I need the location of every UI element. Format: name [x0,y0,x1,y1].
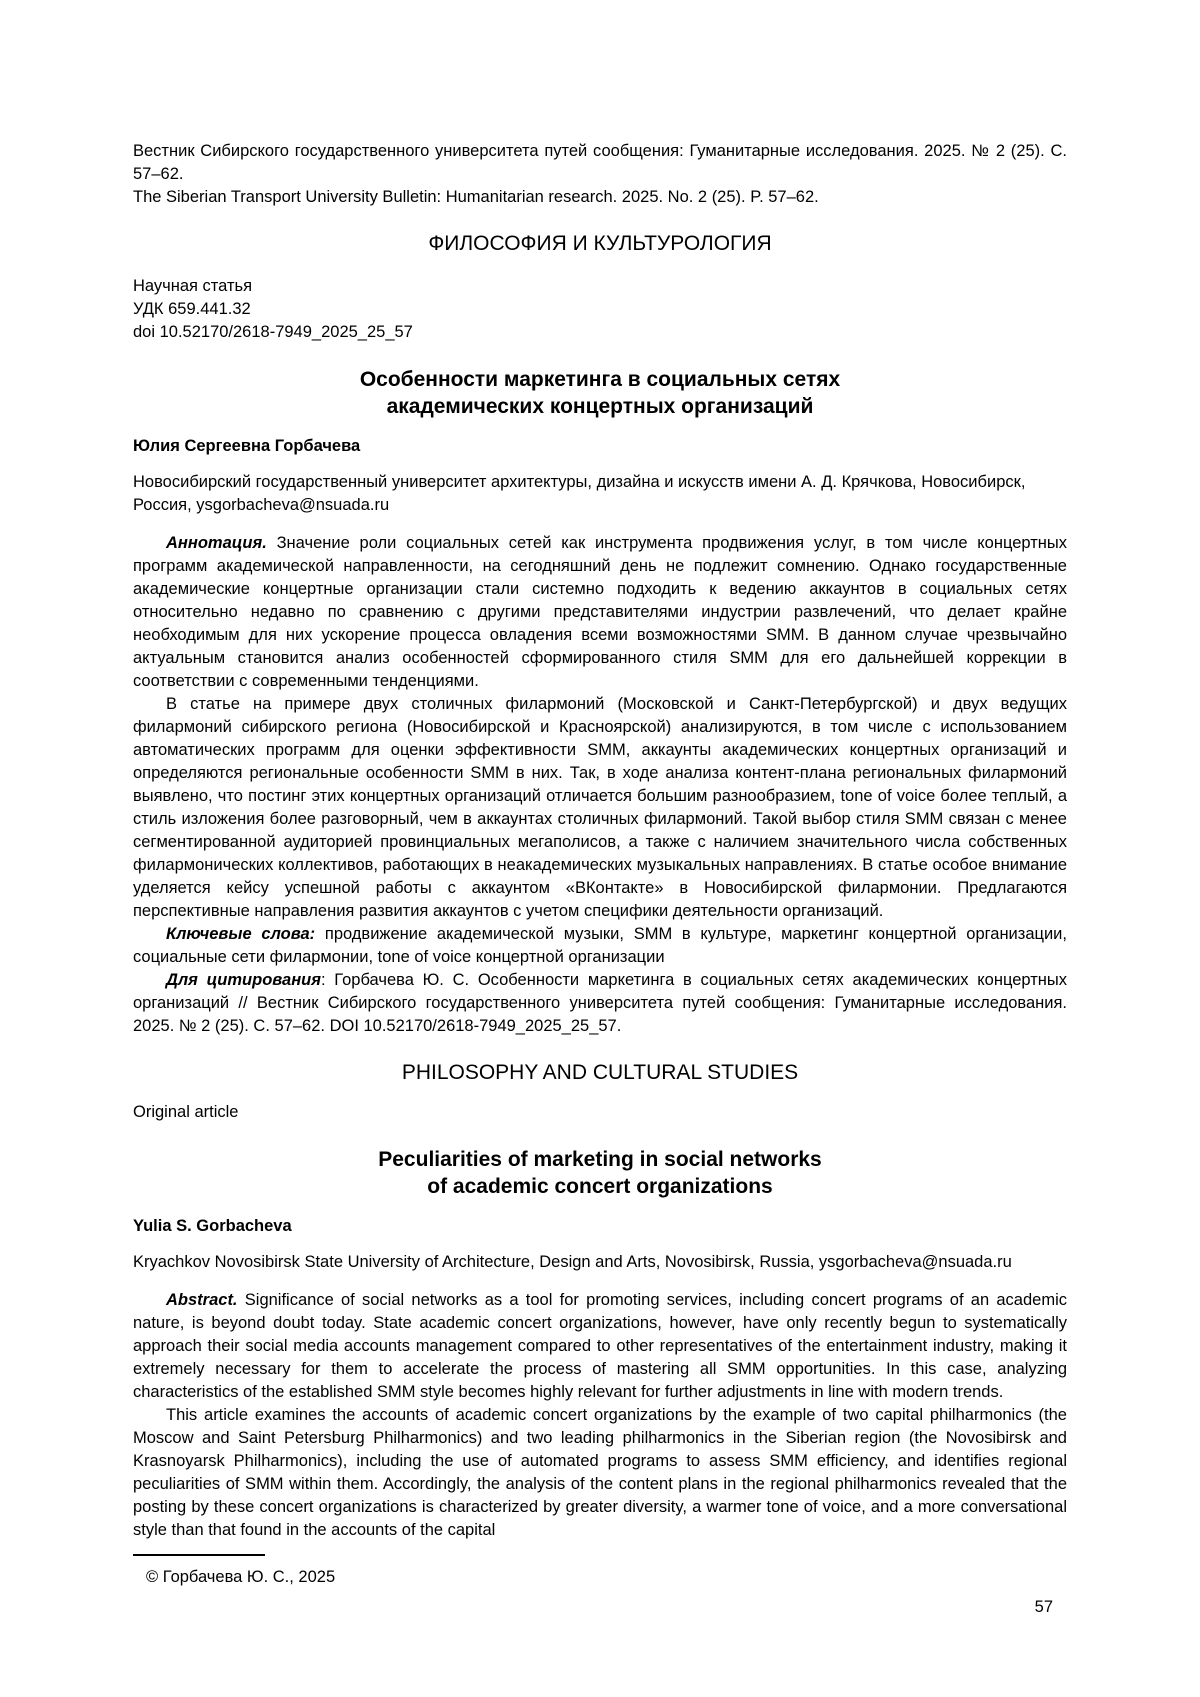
author-name-ru: Юлия Сергеевна Горбачева [133,437,361,455]
abstract-en-p2: This article examines the accounts of academic concert organizations by the example of two capital philharmonics (the Moscow and Saint Petersburg Philharmonics) and two leading philharmonics in the Siberian region (the Novosibirsk and Krasnoyarsk Philharmonics), including the use of automated programs to assess SMM efficiency, and identifies regional peculiarities of SMM within them. Accordingly, the analysis of the content plans in the regional philharmonics revealed that the posting by these concert organizations is characterized by greater diversity, a warmer tone of voice, and a more conversational style than that found in the accounts of the capital [133,1406,1067,1539]
article-type-en: Original article [133,1103,239,1121]
article-title-en [133,1146,1067,1200]
section-heading-ru: ФИЛОСОФИЯ И КУЛЬТУРОЛОГИЯ [428,232,772,255]
keywords-ru [133,923,1067,969]
journal-ref-en: The Siberian Transport University Bulletin: Humanitarian research. 2025. No. 2 (25). P. 57–62. [133,188,819,206]
affiliation-ru: Новосибирский государственный университет архитектуры, дизайна и искусств имени А. Д. Крячкова, Новосибирск, Россия, ysgorbacheva@nsuada.ru [133,473,1026,514]
page-number: 57 [1034,1598,1053,1616]
abstract-en-p1-text: Significance of social networks as a tool for promoting services, including concert programs of an academic nature, is beyond doubt today. State academic concert organizations, however, have only recently begun to systematically approach their social media accounts management compared to other representatives of the entertainment industry, making it extremely necessary for them to accelerate the process of mastering all SMM opportunities. In this case, analyzing characteristics of the established SMM style becomes highly relevant for further adjustments in line with modern trends. [133,1291,1067,1401]
abstract-label-ru: Аннотация. [166,534,267,552]
abstract-ru-p1 [133,532,1067,693]
keywords-ru-text: продвижение академической музыки, SMM в культуре, маркетинг концертной организации, социальные сети филармонии, tone of voice концертной организации [133,925,1067,966]
citation-label-ru: Для цитирования [166,971,321,989]
abstract-en-p1 [133,1289,1067,1404]
footnote [133,1554,1067,1589]
abstract-block-ru [133,532,1067,1038]
copyright-note: © Горбачева Ю. С., 2025 [146,1568,336,1586]
article-title-ru [133,366,1067,420]
affiliation-en: Kryachkov Novosibirsk State University of Architecture, Design and Arts, Novosibirsk, Russia, ysgorbacheva@nsuada.ru [133,1253,1012,1271]
section-heading-en: PHILOSOPHY AND CULTURAL STUDIES [401,1061,799,1084]
doi-line: doi 10.52170/2618-7949_2025_25_57 [133,323,413,341]
article-type-ru: Научная статья [133,277,253,295]
article-title-en-line1: Peculiarities of marketing in social networks [378,1148,822,1171]
citation-ru [133,969,1067,1038]
article-title-ru-line2: академических концертных организаций [386,395,814,418]
citation-ru-text: : Горбачева Ю. С. Особенности маркетинга в социальных сетях академических концертных организаций // Вестник Сибирского государственного университета путей сообщения: Гуманитарные исследования. 2025. № 2 (25). С. 57–62. DOI 10.52170/2618-7949_2025_25_57. [133,971,1068,1035]
journal-ref-ru: Вестник Сибирского государственного университета путей сообщения: Гуманитарные исследования. 2025. № 2 (25). С. 57–62. [133,142,1067,183]
abstract-ru-p2: В статье на примере двух столичных филармоний (Московской и Санкт-Петербургской) и двух ведущих филармоний сибирского региона (Новосибирской и Красноярской) анализируются, в том числе с использованием автоматических программ для оценки эффективности SMM, аккаунты академических концертных организаций и определяются региональные особенности SMM в них. Так, в ходе анализа контент-плана региональных филармоний выявлено, что постинг этих концертных организаций отличается большим разнообразием, tone of voice более теплый, а стиль изложения более разговорный, чем в аккаунтах столичных филармоний. Такой выбор стиля SMM связан с менее сегментированной аудиторией провинциальных мегаполисов, а также с наличием значительного числа собственных филармонических коллективов, работающих в неакадемических музыкальных направлениях. В статье особое внимание уделяется кейсу успешной работы с аккаунтом «ВКонтакте» в Новосибирской филармонии. Предлагаются перспективные направления развития аккаунтов с учетом специфики деятельности организаций. [133,695,1067,920]
keywords-label-ru: Ключевые слова: [166,925,316,943]
udc-number: УДК 659.441.32 [133,300,251,318]
abstract-ru-p1-text: Значение роли социальных сетей как инструмента продвижения услуг, в том числе концертных программ академической направленности, на сегодняшний день не подлежит сомнению. Однако государственные академические концертные организации стали системно подходить к ведению аккаунтов в социальных сетях относительно недавно по сравнению с другими представителями индустрии развлечений, что делает крайне необходимым для них ускорение процесса овладения всеми возможностями SMM. В данном случае чрезвычайно актуальным становится анализ особенностей сформированного стиля SMM для его дальнейшей коррекции в соответствии с современными тенденциями. [133,534,1067,690]
footnote-divider [133,1554,265,1556]
abstract-block-en [133,1289,1067,1542]
article-title-en-line2: of academic concert organizations [427,1175,773,1198]
author-name-en: Yulia S. Gorbacheva [133,1217,292,1235]
abstract-label-en: Abstract. [166,1291,238,1309]
article-title-ru-line1: Особенности маркетинга в социальных сетях [359,368,841,391]
article-meta [133,275,1067,344]
